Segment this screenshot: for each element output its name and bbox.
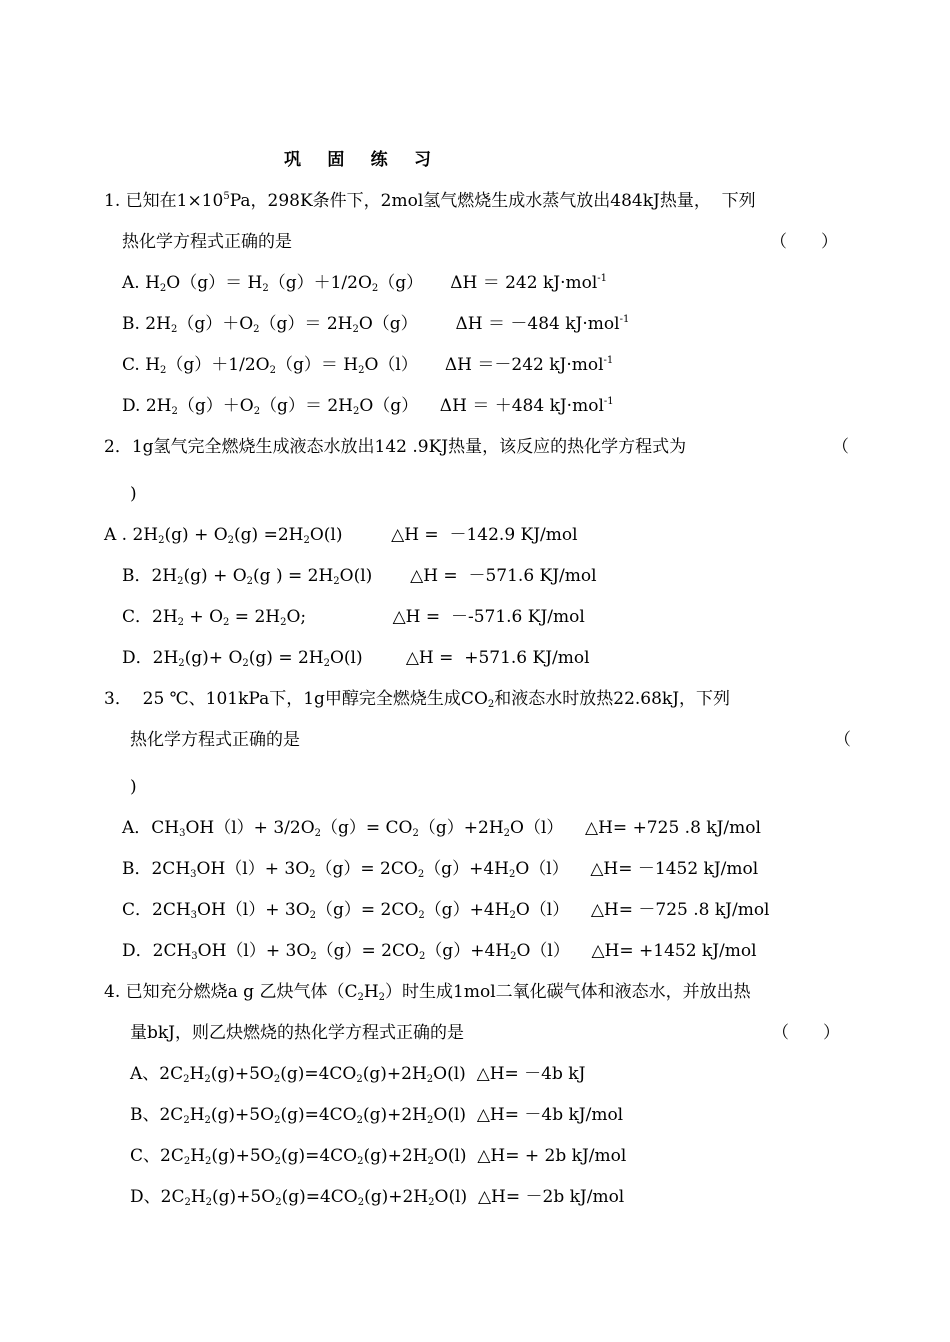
q1-option-a: A. $H_2O(g)= H_2(g)+1/2O_2(g)$ ΔH ＝ 242 kJ·mol$^{-1}$ — [122, 273, 608, 294]
q1-option-c: C. $H_2(g)+1/2O_2(g)= H_2O(l)$ ΔH ＝－242 kJ·mol$^{-1}$ — [122, 355, 614, 376]
q3-answer-blank-close: ) — [130, 777, 137, 797]
q4-stem-line2: 量bkJ，则乙炔燃烧的热化学方程式正确的是 — [130, 1023, 464, 1043]
page-title: 巩 固 练 习 — [284, 150, 442, 170]
q1-option-b: B. $2H_2(g)+O_2(g)= 2H_2O(g)$ ΔH ＝ －484 kJ·mol$^{-1}$ — [122, 314, 630, 335]
q3-answer-blank-open: （ — [834, 730, 851, 750]
q1-answer-blank: （ ） — [770, 232, 838, 252]
q1-stem-line2: 热化学方程式正确的是 — [122, 232, 292, 252]
q3-option-b: B．$2CH_3OH(l)+ 3O_2(g)= 2CO_2(g)+4H_2O(l)$ △H= －1452 kJ/mol — [122, 859, 759, 880]
q2-option-b: B．$2H_2(g) + O_2(g$ ) = $2H_2O(l)$ △H = －571.6 KJ/mol — [122, 566, 597, 587]
q3-stem-line2: 热化学方程式正确的是 — [130, 730, 300, 750]
q3-option-d: D．$2CH_3OH(l)+ 3O_2(g)= 2CO_2(g)+4H_2O(l)$ △H= +1452 kJ/mol — [122, 941, 757, 962]
q4-stem: 4. 已知充分燃烧a g 乙炔气体$(C_2H_2)$时生成1mol二氧化碳气体和液态水，并放出热 — [104, 982, 751, 1003]
q2-answer-blank-close: ) — [130, 484, 137, 504]
q2-option-c: C．$2H_2 + O_2 = 2H_2O$; △H = －-571.6 KJ/mol — [122, 607, 585, 628]
q2-stem: 2．1g氢气完全燃烧生成液态水放出142 .9KJ热量，该反应的热化学方程式为 — [104, 437, 687, 457]
q3-option-a: A．$CH_3OH(l)+ 3/2O_2(g)= CO_2(g)+2H_2O(l)$ △H= +725 .8 kJ/mol — [122, 818, 761, 839]
q4-answer-blank: （ ） — [772, 1023, 840, 1043]
q4-option-c: C、$2C_2H_2(g)+5O_2(g)=4CO_2(g)+2H_2O(l)$ △H= + 2b kJ/mol — [130, 1146, 627, 1167]
q4-option-a: A、$2C_2H_2(g)+5O_2(g)=4CO_2(g)+2H_2O(l)$ △H= －4b kJ — [130, 1064, 586, 1085]
q2-answer-blank-open: （ — [832, 437, 849, 457]
q2-option-a: A . $2H_2(g) + O_2(g) =2H_2O(l)$ △H = －142.9 KJ/mol — [104, 525, 578, 546]
q1-stem: 1. 已知在$1\times 10^5Pa$，298K条件下，2mol氢气燃烧生成水蒸气放出484kJ热量， 下列 — [104, 191, 756, 211]
q3-stem: 3． 25 ℃、101kPa下，1g甲醇完全燃烧生成$CO_2$和液态水时放热22.68kJ，下列 — [104, 689, 731, 710]
q4-option-d: D、$2C_2H_2(g)+5O_2(g)=4CO_2(g)+2H_2O(l)$ △H= －2b kJ/mol — [130, 1187, 625, 1208]
q1-option-d: D. $2H_2(g)+O_2(g)= 2H_2O(g)$ ΔH ＝ ＋484 kJ·mol$^{-1}$ — [122, 396, 614, 417]
q4-option-b: B、$2C_2H_2(g)+5O_2(g)=4CO_2(g)+2H_2O(l)$ △H= －4b kJ/mol — [130, 1105, 624, 1126]
q2-option-d: D．$2H_2(g)+ O_2(g) = 2H_2O(l)$ △H = +571.6 KJ/mol — [122, 648, 590, 669]
q3-option-c: C．$2CH_3OH(l)+ 3O_2(g)= 2CO_2(g)+4H_2O(l)$ △H= －725 .8 kJ/mol — [122, 900, 770, 921]
